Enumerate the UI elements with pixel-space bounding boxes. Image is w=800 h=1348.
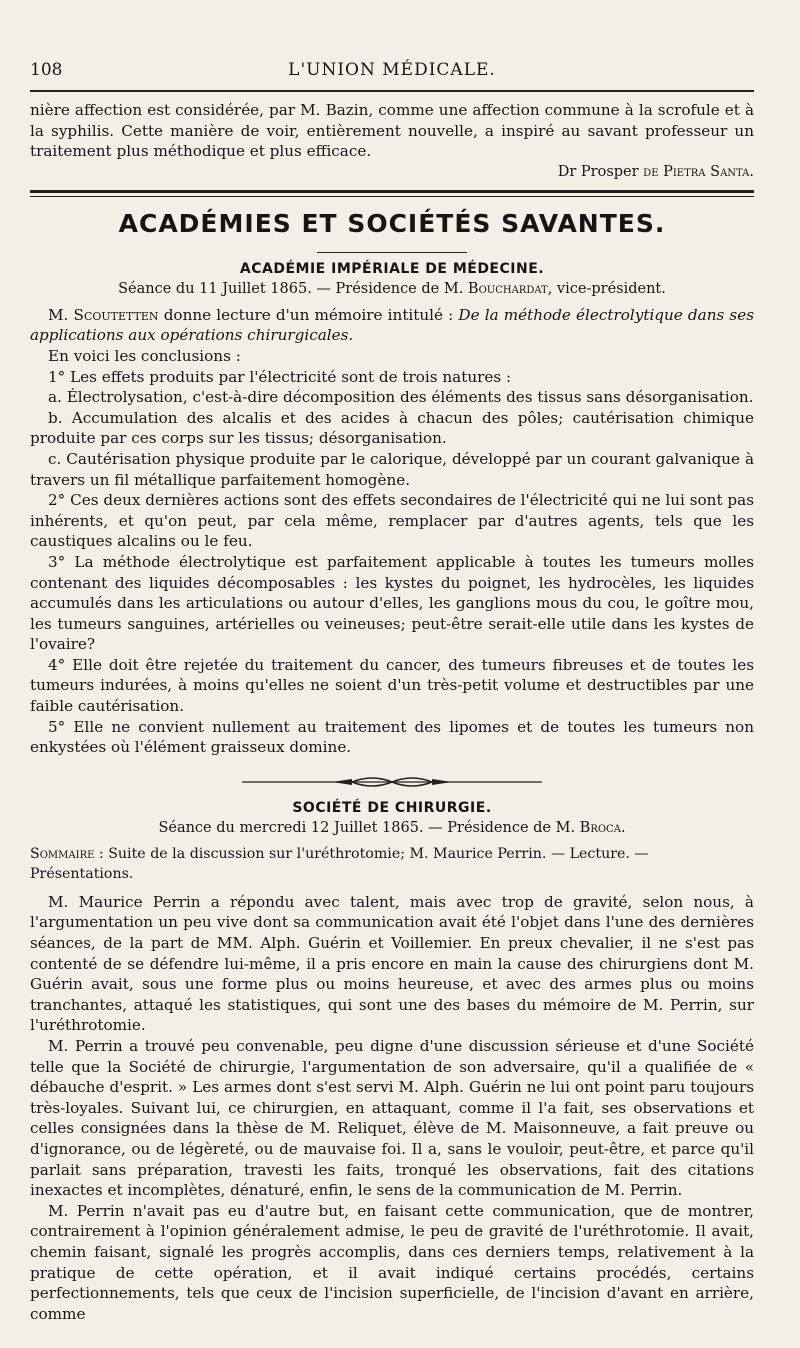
section-short-rule — [317, 252, 467, 253]
conclusions-intro: En voici les conclusions : — [48, 346, 241, 365]
chirurgie-session-prefix: Séance du mercredi 12 Juillet 1865. — Présidence de M. — [158, 819, 576, 836]
section-divider — [30, 190, 754, 197]
signature-name: de Pietra Santa. — [643, 163, 754, 180]
chirurgie-session-suffix: . — [620, 819, 626, 836]
chirurgie-summary — [30, 844, 754, 884]
lead-text: donne lecture d'un mémoire intitulé : — [158, 305, 459, 324]
author-signature — [30, 164, 754, 180]
lead-author: Scoutetten — [73, 305, 159, 324]
journal-title: L'UNION MÉDICALE. — [288, 60, 496, 80]
ornamental-divider — [242, 774, 542, 790]
conclusion-item: 3° La méthode électrolytique est parfaitement applicable à toutes les tumeurs molles contenant des liquides décomposables : les kystes du poignet, les hydrocèles, les liquides accumulés dans les articulations ou autour d'elles, les ganglions mous du cou, le goître mou, les tumeurs sanguines, artérielles ou veineuses; peut-être serait-elle utile dans les kystes de l'ovaire? — [30, 552, 754, 654]
lead-prefix: M. — [48, 305, 69, 324]
conclusion-item: 4° Elle doit être rejetée du traitement du cancer, des tumeurs fibreuses et de toutes les tumeurs indurées, à moins qu'elles ne soient d'un très-petit volume et destructibles par une faible cautérisation. — [30, 655, 754, 716]
chirurgie-session-president: Broca — [579, 819, 621, 836]
conclusion-item: 2° Ces deux dernières actions sont des effets secondaires de l'électricité qui ne lui sont pas inhérents, et qu'on peut, par cela même, remplacer par d'autres agents, tels que les caustiques alcalins ou le feu. — [30, 491, 754, 551]
intro-paragraph: nière affection est considérée, par M. Bazin, comme une affection commune à la scrofule et à la syphilis. Cette manière de voir, entièrement nouvelle, a inspiré au savant professeur un traitement plus méthodique et plus efficace. — [30, 101, 754, 161]
summary-text: Suite de la discussion sur l'uréthrotomie; M. Maurice Perrin. — Lecture. — Présentations. — [30, 845, 649, 882]
signature-prefix: Dr Prosper — [557, 163, 639, 180]
academy-session-president: Bouchardat — [467, 280, 548, 297]
conclusion-item: 1° Les effets produits par l'électricité sont de trois natures : — [48, 367, 512, 386]
academy-lead-paragraph — [30, 305, 754, 346]
running-head — [30, 60, 754, 86]
body-paragraph: M. Maurice Perrin a répondu avec talent, mais avec trop de gravité, selon nous, à l'argumentation un peu vive dont sa communication avait été l'objet dans l'une des dernières séances, de la part de MM. Alph. Guérin et Voillemier. En preux chevalier, il ne s'est pas contenté de se défendre lui-même, il a pris encore en main la cause des chirurgiens dont M. Guérin avait, sous une forme plus ou moins heureuse, et avec des armes plus ou moins tranchantes, attaqué les statistiques, qui sont une des bases du mémoire de M. Perrin, sur l'uréthrotomie. — [30, 892, 754, 1035]
journal-page — [30, 60, 754, 1324]
header-rule — [30, 90, 754, 92]
conclusion-item: a. Électrolysation, c'est-à-dire décomposition des éléments des tissus sans désorganisation. — [48, 388, 754, 407]
lead-memoir-title: De la méthode électrolytique dans ses applications aux opérations chirurgicales. — [30, 305, 755, 345]
academy-session-prefix: Séance du 11 Juillet 1865. — Présidence de M. — [118, 280, 464, 297]
academy-session-suffix: , vice-président. — [547, 280, 666, 297]
conclusion-item: b. Accumulation des alcalis et des acides à chacun des pôles; cautérisation chimique produite par ces corps sur les tissus; désorganisation. — [30, 408, 754, 448]
body-paragraph: M. Perrin n'avait pas eu d'autre but, en faisant cette communication, que de montrer, contrairement à l'opinion généralement admise, le peu de gravité de l'uréthrotomie. Il avait, chemin faisant, signalé les progrès accomplis, dans ces derniers temps, relativement à la pratique de cette opération, et il avait indiqué certains procédés, certains perfectionnements, tels que ceux de l'incision superficielle, de l'incision d'avant en arrière, comme — [30, 1201, 754, 1323]
chirurgie-session — [30, 820, 754, 836]
body-paragraph: M. Perrin a trouvé peu convenable, peu digne d'une discussion sérieuse et d'une Société telle que la Société de chirurgie, l'argumentation de son adversaire, qu'il a qualifiée de « débauche d'esprit. » Les armes dont s'est servi M. Alph. Guérin ne lui ont point paru toujours très-loyales. Suivant lui, ce chirurgien, en attaquant, comme il l'a fait, ses observations et celles consignées dans la thèse de M. Reliquet, élève de M. Maisonneuve, a fait preuve ou d'ignorance, ou de légèreté, ou de mauvaise foi. Il a, sans le vouloir, peut-être, et parce qu'il parlait sans préparation, travesti les faits, tronqué les observations, fait des citations inexactes et incomplètes, dénaturé, enfin, le sens de la communication de M. Perrin. — [30, 1037, 754, 1200]
conclusion-item: 5° Elle ne convient nullement au traitement des lipomes et de toutes les tumeurs non enkystées où l'élément graisseux domine. — [30, 717, 754, 757]
conclusion-item: c. Cautérisation physique produite par le calorique, développé par un courant galvanique à travers un fil métallique parfaitement homogène. — [30, 449, 754, 489]
page-number: 108 — [30, 60, 63, 80]
academy-title: ACADÉMIE IMPÉRIALE DE MÉDECINE. — [239, 260, 545, 277]
summary-label: Sommaire : — [30, 845, 104, 862]
section-title: ACADÉMIES ET SOCIÉTÉS SAVANTES. — [118, 208, 666, 238]
chirurgie-title: SOCIÉTÉ DE CHIRURGIE. — [292, 799, 492, 816]
academy-session — [30, 281, 754, 297]
